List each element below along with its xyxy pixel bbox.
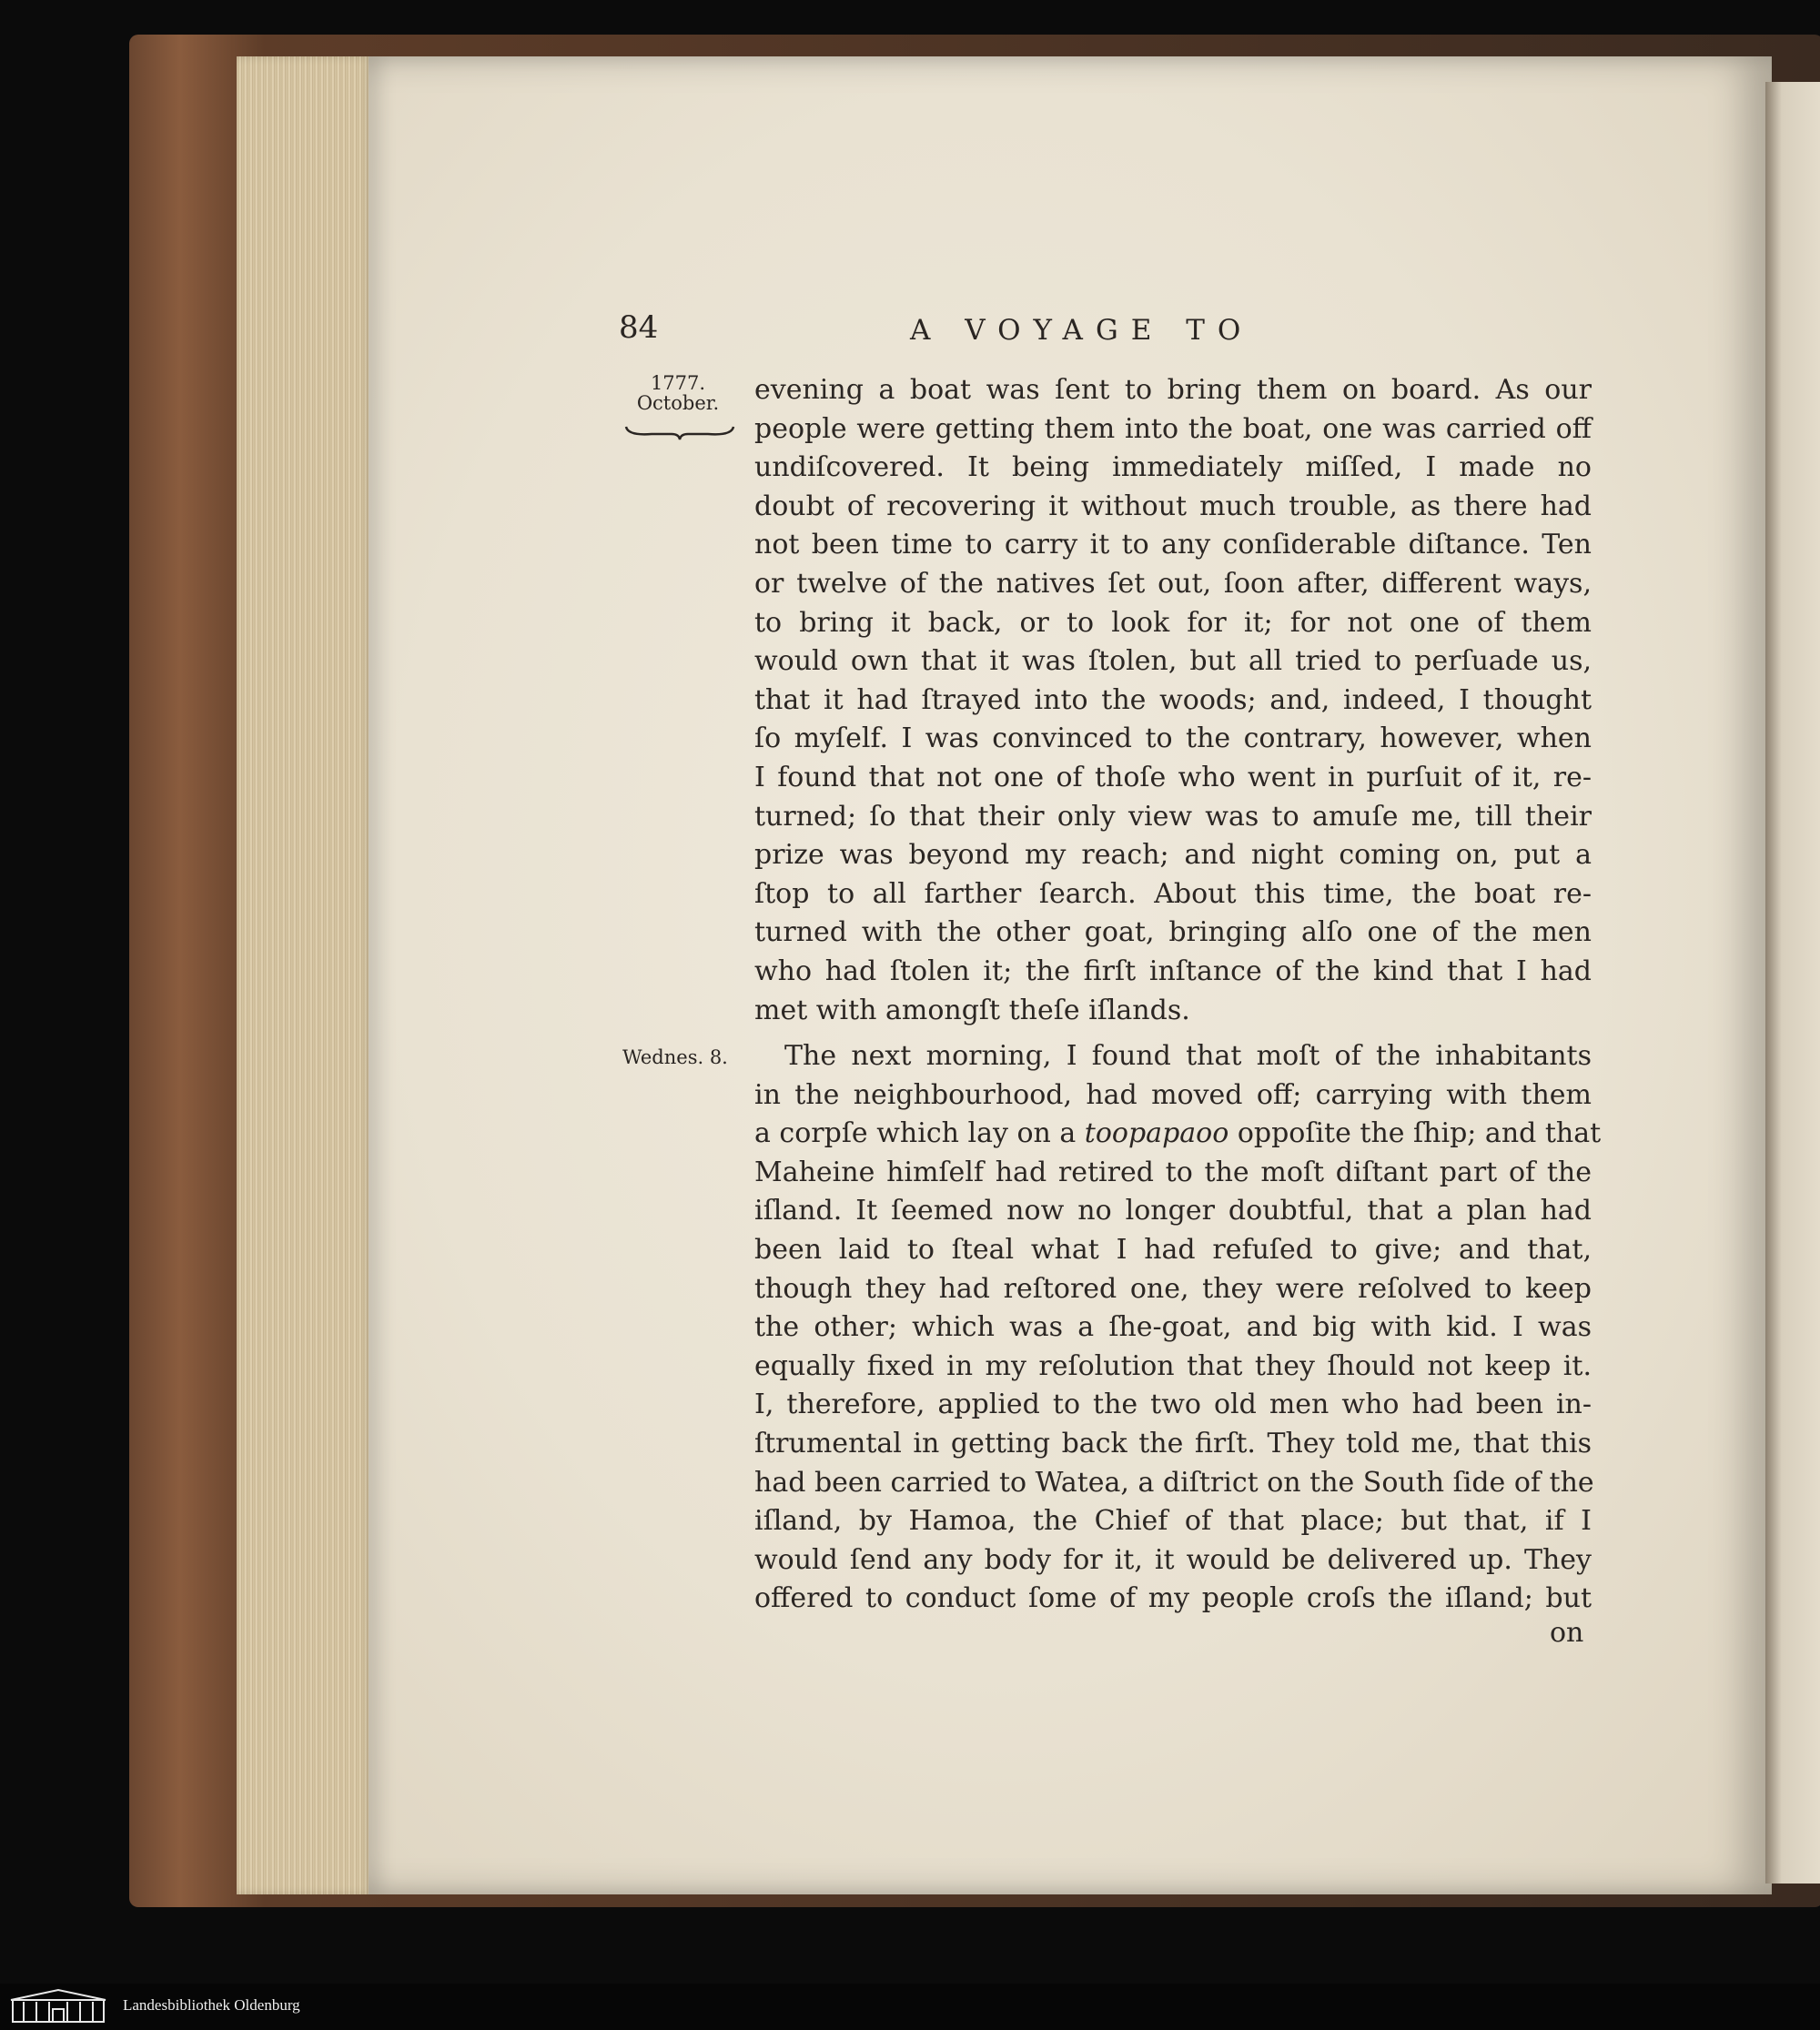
text-line: or twelve of the natives ſet out, ſoon after, different ways, [754,567,1592,600]
text-line: people were getting them into the boat, one was carried off [754,412,1592,445]
text-line: Maheine himſelf had retired to the moſt diſtant part of the [754,1156,1592,1188]
margin-date [619,373,737,413]
margin-day: Wednes. 8. [622,1046,728,1068]
text-line: turned; ſo that their only view was to amuſe me, till their [754,800,1592,833]
footer-label: Landesbibliothek Oldenburg [123,1996,300,2014]
text-line: not been time to carry it to any conſiderable diſtance. Ten [754,529,1592,561]
text-line: iſland, by Hamoa, the Chief of that place; but that, if I [754,1505,1592,1538]
text-line: been laid to ſteal what I had refuſed to give; and that, [754,1233,1592,1266]
text-line: the other; which was a ſhe-goat, and big with kid. I was [754,1311,1592,1344]
text-line: to bring it back, or to look for it; for not one of them [754,606,1592,639]
margin-year: 1777. [650,372,706,394]
text-line: I, therefore, applied to the two old men who had been in- [754,1389,1592,1421]
text-line: doubt of recovering it without much trouble, as there had [754,490,1592,522]
text-line: evening a boat was ſent to bring them on board. As our [754,374,1592,406]
page-number: 84 [619,309,659,346]
italic-term: toopapaoo [1084,1117,1229,1150]
text-line: The next morning, I found that moſt of the inhabitants [784,1040,1592,1072]
paragraph-2-remaining-lines [754,1154,1592,1619]
text-line: equally fixed in my reſolution that they ſhould not keep it. [754,1349,1592,1382]
text-line: ſtop to all farther ſearch. About this time, the boat re- [754,877,1592,910]
catchword: on [1550,1617,1584,1649]
text-line: undiſcovered. It being immediately miſſed, I made no [754,451,1592,484]
text-line: turned with the other goat, bringing alſo one of the men [754,916,1592,949]
text-line: would own that it was ſtolen, but all tried to perſuade us, [754,645,1592,678]
text-line: prize was beyond my reach; and night coming on, put a [754,839,1592,872]
text-segment: a corpſe which lay on a [754,1117,1085,1150]
text-line: in the neighbourhood, had moved off; carrying with them [754,1078,1592,1111]
brace-ornament [624,423,735,441]
text-line: would ſend any body for it, it would be delivered up. They [754,1543,1592,1576]
text-line: though they had reſtored one, they were reſolved to keep [754,1272,1592,1305]
text-line: that it had ſtrayed into the woods; and, indeed, I thought [754,683,1592,716]
text-line: ſo myſelf. I was convinced to the contrary, however, when [754,722,1592,755]
text-line: iſland. It ſeemed now no longer doubtful, that a plan had [754,1195,1592,1227]
text-line: offered to conduct ſome of my people croſs the iſland; but [754,1582,1592,1615]
text-line: who had ſtolen it; the firſt inſtance of the kind that I had [754,954,1592,987]
text-segment: oppoſite the ſhip; and that [1228,1117,1602,1150]
paragraph-2 [754,1037,1602,1619]
margin-month: October. [636,392,720,415]
text-line: I found that not one of thoſe who went in purſuit of it, re- [754,761,1592,793]
text-line: ſtrumental in getting back the firſt. They told me, that this [754,1427,1592,1459]
text-line [754,1115,1602,1154]
paragraph-1 [754,371,1592,1030]
library-building-icon [7,1987,109,2025]
text-line: had been carried to Watea, a diſtrict on the South ſide of the [754,1466,1594,1499]
text-line: met with amongſt theſe iſlands. [754,994,1190,1026]
running-head: A VOYAGE TO [910,314,1254,347]
